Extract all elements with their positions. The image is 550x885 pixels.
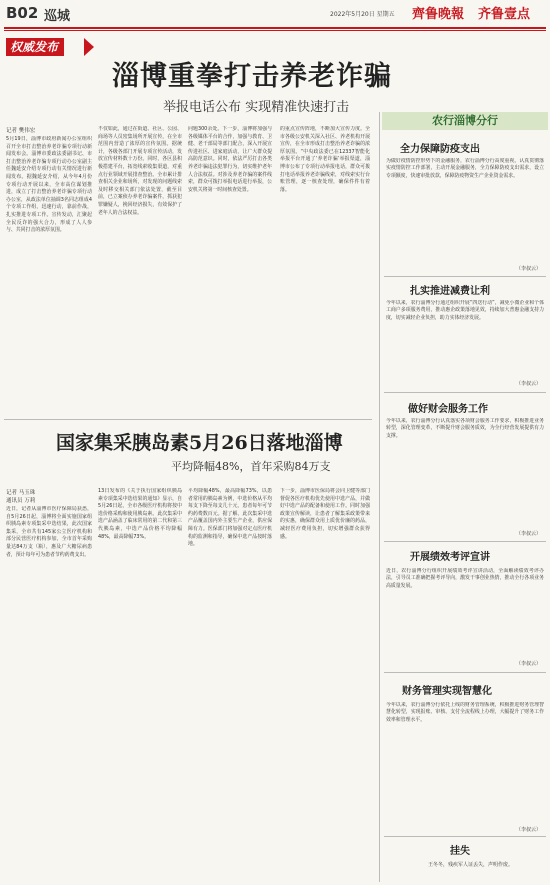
article2-byline-correspondent: 通讯员 万莉: [6, 498, 36, 504]
sidebar-heading-4: 开展绩效考评宣讲: [410, 552, 490, 563]
article-divider: [4, 419, 372, 420]
article2-column-3: 平均降幅48%，最高降幅73%，以患者常用的胰岛素为例，中选价格从平均每支下降至每支几十元，患者每年可节约药费数百元。据了解，此次集采中选产品覆盖国内外主要生产企业，供应保障有力。医保部门将加强对定点医疗机构的监测和指导，确保中选产品按时落地。: [188, 488, 272, 548]
sidebar-body-notice: 王冬冬，残疾军人证丢失，声明作废。: [428, 862, 514, 868]
sidebar-rule-4: [384, 672, 546, 673]
header-rule-thin: [4, 30, 546, 31]
sidebar-signer-5: （李叔云）: [516, 827, 542, 833]
sidebar-body-4: 近日，农行淄博分行组织开展绩效考评宣讲活动，全面解读绩效考评办法，引导员工准确把握考评导向，激发干事创业热情，推动全行各项业务高质量发展。: [386, 568, 544, 589]
date-text: 2022年5月20日: [330, 11, 375, 18]
sidebar-rule-5: [384, 836, 546, 837]
sidebar-heading-5: 财务管理实现智慧化: [402, 686, 492, 697]
article2-column-2: 13日发布的《关于执行国家组织胰岛素专项集采中选结果的通知》显示，自5月26日起，全市各级医疗机构将按中选价格采购和使用胰岛素。此次集采中选产品涵盖了临床常用的第二代和第三代胰岛素，中选产品价格平均降幅48%，最高降幅73%。: [98, 488, 182, 540]
issue-date: [330, 9, 395, 18]
weekday-text: 星期五: [376, 11, 395, 18]
article2-column-1: 近日，记者从淄博市医疗保障局获悉，自5月26日起，淄博将全面实施国家组织胰岛素专项集采中选结果，此次国家集采，全市共有145家公立医疗机构和部分民营医疗机构参加，全市首年采购量达84万支（瓶），惠及广大糖尿病患者，预计每年可为患者节约药费支出。: [6, 506, 92, 558]
sidebar-body-5: 今年以来，农行淄博分行依托上线的财务管理系统，积极推进财务管理智慧化转型，实现报账、审核、支付全流程线上办理，大幅提升了财务工作效率和管理水平。: [386, 702, 544, 723]
article1-column-1: 5月19日，淄博市政府新闻办公室组织召开全市打击整治养老诈骗专项行动新闻发布会。淄博市委政法委副书记、市打击整治养老诈骗专项行动办公室副主任魏延安介绍专项行动有关情况进行新闻发布。据魏延安介绍，从今年4月份专项行动开展以来，全市高位谋划推进，成立了打击整治养老诈骗专项行动办公室，从政法单位抽调3名同志组成4个专项工作组，迅速行动，靠前作战，扎实推进专项工作。宣传发动，汇聚起全民反诈的强大合力，形成了人人参与、共同打击的浓厚氛围。: [6, 136, 92, 234]
article2-title: 国家集采胰岛素5月26日落地淄博: [56, 432, 343, 454]
badge-arrow: [84, 38, 94, 56]
sidebar-divider: [379, 112, 380, 882]
section-name: 巡城: [44, 9, 71, 24]
sidebar-body-3: 今年以来，农行淄博分行认真落实各项财会服务工作要求，积极推进业务转型，深化管理变革，不断提升财会服务质效，为全行经营发展提供有力支撑。: [386, 418, 544, 439]
header-rule: [4, 27, 546, 29]
article1-column-3: 问题300余处。下一步，淄博将加强与各级媒体平台的合作，加强与教育、卫健、老干部局等部门配合，深入开展宣传进社区、进家庭活动，让广大群众提高防范意识。同时，依法严厉打击各类养老诈骗违法犯罪行为，切实维护老年人合法权益。对涉及养老诈骗的案件线索，群众可拨打举报电话进行举报，公安机关将第一时间核查处置。: [188, 126, 272, 193]
sidebar-title: 农行淄博分行: [382, 112, 548, 130]
sidebar-heading-1: 全力保障防疫支出: [400, 144, 480, 155]
sidebar-heading-notice: 挂失: [450, 846, 470, 857]
sidebar-rule-2: [384, 392, 546, 393]
article2-subtitle: 平均降幅48%，首年采购84万支: [171, 460, 331, 473]
sidebar-body-2: 今年以来，农行淄博分行通过组织开展“四送行动”，减免小微企业和个体工商户多项服务费用，推动惠企政策落地见效，持续加大普惠金融支持力度，切实减轻企业负担，助力实体经济发展。: [386, 300, 544, 321]
sidebar-signer-1: （李叔云）: [516, 266, 542, 272]
sidebar-signer-4: （李叔云）: [516, 661, 542, 667]
section-badge: 权威发布: [6, 38, 64, 56]
sidebar-rule-1: [384, 276, 546, 277]
article1-column-2: 不仅如此，通过在街道、社区、公园、商场等人员密集场所开展宣传，在全市范围内营造了浓厚的宣传氛围。据统计，各级各部门开展专项宣传活动，发放宣传材料数十万份。同时，各区县积极搭建平台，拓宽线索收集渠道，对重点行业领域开展排查整治。全市累计排查相关企业和场所，对发现的问题线索及时移交相关部门依法处置，截至目前，已立案侦办养老诈骗案件，抓获犯罪嫌疑人，挽回经济损失，有效保护了老年人的合法权益。: [98, 126, 182, 216]
article1-column-4: 的重点宣传阵地，不断加大宣传力度。全市各级公安机关深入社区、养老机构开展宣传，在全市形成打击整治养老诈骗的浓厚氛围。“中央政法委已在12337智能化举报平台开通了‘养老诈骗’举报渠道，淄博市公布了专项行动举报电话，群众可拨打电话举报养老诈骗线索，对线索实行台账管理，逐一核查处理，确保件件有着落。: [280, 126, 370, 193]
newspaper-logo: 齊鲁晚報: [412, 7, 465, 22]
sidebar-signer-2: （李叔云）: [516, 381, 542, 387]
article1-title: 淄博重拳打击养老诈骗: [112, 61, 392, 92]
page-number: B02: [6, 4, 39, 22]
article2-byline-reporter: 记者 马玉珠: [6, 490, 36, 496]
article1-byline: 记者 樊伟宏: [6, 128, 36, 134]
sidebar-signer-3: （李叔云）: [516, 531, 542, 537]
sidebar-body-1: 为做好疫情防控形势下的金融服务，农行淄博分行高度重视，认真贯彻落实疫情防控工作部署，主动开展金融服务，全力保障防疫支出需求，设立专项额度，快速审批放款，保障防疫物资生产企业资金需求。: [386, 158, 544, 179]
article1-subtitle: 举报电话公布 实现精准快速打击: [163, 100, 350, 115]
article2-column-4: 下一步，淄博市医保局将会同卫健等部门督促各医疗机构优先使用中选产品，并做好中选产品的配备和使用工作。同时加强政策宣传解读，让患者了解集采政策带来的实惠，确保群众用上质优价廉的药品，减轻医疗费用负担，切实增强群众获得感。: [280, 488, 370, 540]
sidebar-heading-2: 扎实推进减费让利: [410, 286, 490, 297]
app-logo: 齐鲁壹点: [478, 7, 531, 22]
sidebar-heading-3: 做好财会服务工作: [408, 404, 488, 415]
sidebar-rule-3: [384, 541, 546, 542]
